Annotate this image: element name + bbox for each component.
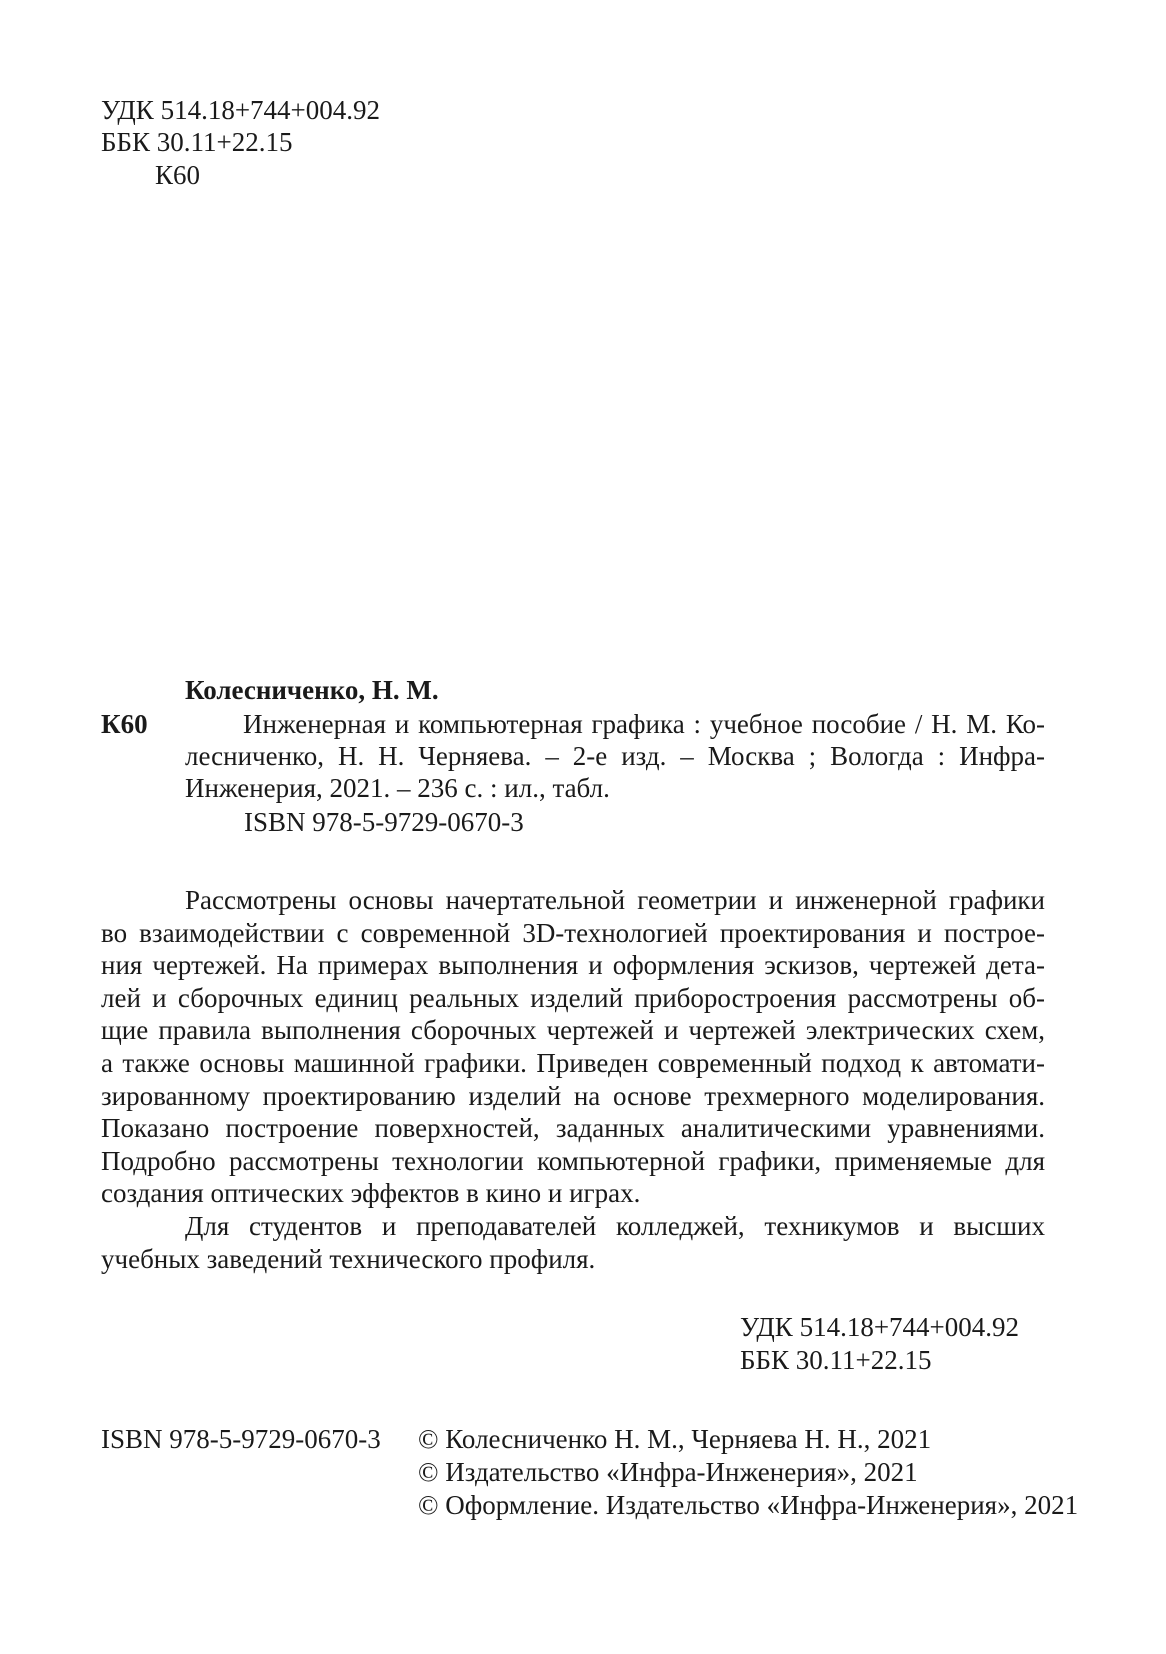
copyright-line: © Оформление. Издательство «Инфра-Инженерия», 2021 — [418, 1490, 1079, 1520]
isbn-entry: ISBN 978-5-9729-0670-3 — [244, 807, 524, 837]
copyright-block — [418, 1423, 1078, 1522]
udk-top: УДК 514.18+744+004.92 — [101, 95, 381, 125]
author-heading: Колесниченко, Н. М. — [185, 675, 439, 705]
abstract-line: ния чертежей. На примерах выполнения и оформления эскизов, чертежей дета- — [101, 950, 1045, 981]
copyright-line: © Колесниченко Н. М., Черняева Н. Н., 2021 — [418, 1424, 932, 1454]
abstract-line: а также основы машинной графики. Приведен современный подход к автомати- — [101, 1047, 1045, 1078]
bib-line: Инженерия, 2021. – 236 с. : ил., табл. — [185, 773, 610, 803]
abstract-line: Рассмотрены основы начертательной геометрии и инженерной графики — [185, 885, 1045, 915]
bbk-bottom: ББК 30.11+22.15 — [740, 1345, 932, 1375]
abstract-line: зированному проектированию изделий на основе трехмерного моделирования. — [101, 1080, 1045, 1111]
abstract-line: во взаимодействии с современной 3D-технологией проектирования и построе- — [101, 917, 1045, 948]
author-code-entry: К60 — [101, 709, 148, 739]
udk-bottom: УДК 514.18+744+004.92 — [740, 1312, 1020, 1342]
abstract-line: Показано построение поверхностей, заданных аналитическими уравнениями. — [101, 1113, 1045, 1144]
abstract-line: лей и сборочных единиц реальных изделий приборостроения рассмотрены об- — [101, 982, 1045, 1013]
bib-line: Инженерная и компьютерная графика : учебное пособие / Н. М. Ко- — [243, 709, 1045, 739]
bibliographic-description — [185, 708, 1045, 804]
bbk-top: ББК 30.11+22.15 — [101, 127, 293, 157]
abstract-line: Подробно рассмотрены технологии компьютерной графики, применяемые для — [101, 1145, 1045, 1176]
isbn-footer: ISBN 978-5-9729-0670-3 — [101, 1424, 381, 1454]
abstract-line: создания оптических эффектов в кино и играх. — [101, 1178, 641, 1209]
abstract-line: щие правила выполнения сборочных чертежей и чертежей электрических схем, — [101, 1015, 1045, 1046]
abstract — [101, 884, 1045, 1275]
abstract-line: Для студентов и преподавателей колледжей, техникумов и высших — [185, 1210, 1045, 1241]
author-code-top: К60 — [155, 160, 201, 190]
abstract-line: учебных заведений технического профиля. — [101, 1243, 596, 1274]
copyright-line: © Издательство «Инфра-Инженерия», 2021 — [418, 1457, 918, 1487]
bib-line: лесниченко, Н. Н. Черняева. – 2-е изд. – Москва ; Вологда : Инфра- — [185, 741, 1045, 771]
